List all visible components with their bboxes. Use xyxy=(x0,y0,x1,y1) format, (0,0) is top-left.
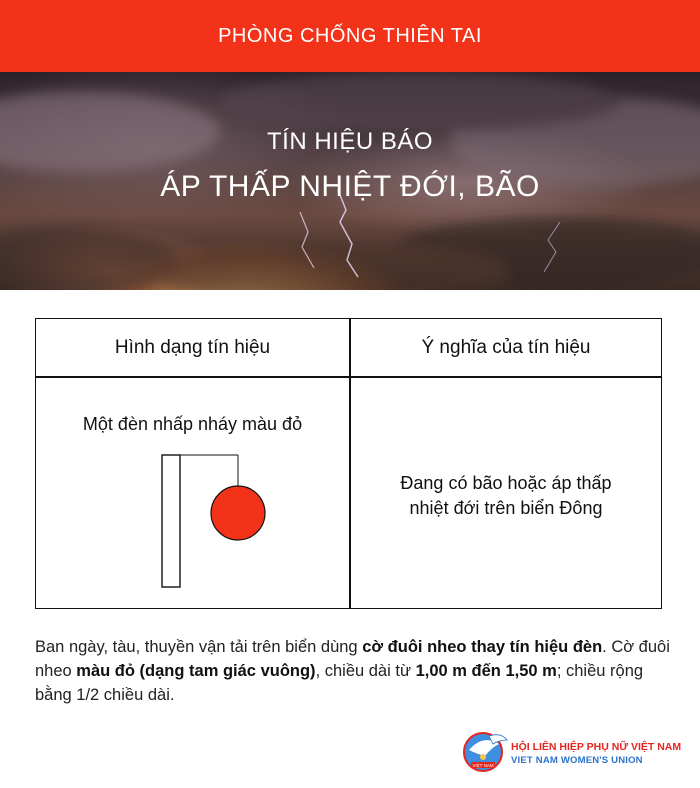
shape-description: Một đèn nhấp nháy màu đỏ xyxy=(82,414,303,434)
red-flashing-light xyxy=(211,486,265,540)
signal-table xyxy=(35,318,662,609)
note-bold-2: màu đỏ (dạng tam giác vuông) xyxy=(76,662,316,680)
logo-name: HỘI LIÊN HIỆP PHỤ NỮ VIỆT NAM xyxy=(511,741,682,753)
hero-subtitle: TÍN HIỆU BÁO xyxy=(266,128,434,155)
hero-banner xyxy=(0,72,700,290)
women-union-emblem-icon xyxy=(461,730,509,774)
note-bold-1: cờ đuôi nheo thay tín hiệu đèn xyxy=(362,638,603,656)
note-text-4: ; chiều rộng bằng 1/2 chiều dài. xyxy=(35,662,644,704)
note-bold-3: 1,00 m đến 1,50 m xyxy=(415,662,557,680)
table-header-shape: Hình dạng tín hiệu xyxy=(114,336,271,358)
signal-meaning xyxy=(351,471,661,521)
hero-title: ÁP THẤP NHIỆT ĐỚI, BÃO xyxy=(160,170,540,203)
meaning-line-1: Đang có bão hoặc áp thấp xyxy=(400,473,612,493)
emblem-text: VIỆT NAM xyxy=(472,763,494,768)
daytime-note xyxy=(35,635,675,707)
vwu-logo xyxy=(461,732,691,772)
signal-mast xyxy=(162,455,180,587)
logo-subtitle: VIET NAM WOMEN'S UNION xyxy=(511,755,643,766)
note-text-1: Ban ngày, tàu, thuyền vận tải trên biển dùng xyxy=(35,638,363,656)
note-text-3: , chiều dài từ xyxy=(315,662,416,680)
header-title: PHÒNG CHỐNG THIÊN TAI xyxy=(218,24,482,47)
table-row-divider xyxy=(36,376,661,378)
meaning-line-2: nhiệt đới trên biển Đông xyxy=(409,498,603,518)
table-header-meaning: Ý nghĩa của tín hiệu xyxy=(421,336,591,358)
note-text-2: . Cờ đuôi nheo xyxy=(35,638,670,680)
signal-light-figure xyxy=(156,451,276,591)
header-bar xyxy=(0,0,700,72)
